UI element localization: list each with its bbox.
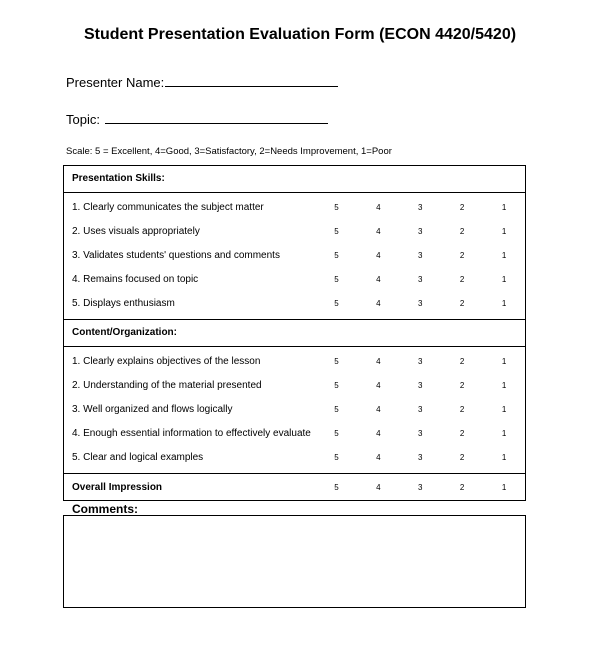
criterion-label: 1. Clearly explains objectives of the lesson xyxy=(72,355,261,367)
score-option-4[interactable]: 4 xyxy=(376,356,381,366)
score-option-5[interactable]: 5 xyxy=(334,380,339,390)
table-row xyxy=(64,219,525,243)
score-option-1[interactable]: 1 xyxy=(501,380,507,390)
score-option-2[interactable]: 2 xyxy=(459,482,465,492)
criterion-label: 2. Uses visuals appropriately xyxy=(72,225,200,237)
score-option-3[interactable]: 3 xyxy=(418,380,423,390)
presenter-name-label: Presenter Name: xyxy=(66,75,165,90)
criterion-label: 3. Well organized and flows logically xyxy=(72,403,233,415)
section-header-presentation-skills: Presentation Skills: xyxy=(64,166,525,193)
score-option-1[interactable]: 1 xyxy=(501,404,507,414)
score-option-2[interactable]: 2 xyxy=(459,380,465,390)
score-option-3[interactable]: 3 xyxy=(418,250,423,260)
table-row xyxy=(64,243,525,267)
table-row xyxy=(64,291,525,315)
score-option-4[interactable]: 4 xyxy=(376,428,381,438)
score-option-5[interactable]: 5 xyxy=(334,482,339,492)
criterion-label: 4. Enough essential information to effectively evaluate xyxy=(72,427,311,439)
score-option-5[interactable]: 5 xyxy=(334,356,339,366)
overall-impression-row xyxy=(64,474,525,500)
score-option-3[interactable]: 3 xyxy=(418,274,423,284)
table-row xyxy=(64,267,525,291)
score-option-2[interactable]: 2 xyxy=(459,226,465,236)
score-option-5[interactable]: 5 xyxy=(334,202,339,212)
score-option-4[interactable]: 4 xyxy=(376,482,381,492)
rating-scale-legend: Scale: 5 = Excellent, 4=Good, 3=Satisfactory, 2=Needs Improvement, 1=Poor xyxy=(66,146,392,157)
score-option-3[interactable]: 3 xyxy=(418,298,423,308)
table-row xyxy=(64,373,525,397)
table-row xyxy=(64,421,525,445)
comments-box[interactable] xyxy=(63,515,526,608)
score-option-5[interactable]: 5 xyxy=(334,250,339,260)
score-option-1[interactable]: 1 xyxy=(501,250,507,260)
table-row xyxy=(64,445,525,469)
criterion-label: 5. Clear and logical examples xyxy=(72,451,204,463)
score-option-4[interactable]: 4 xyxy=(376,274,381,284)
score-option-4[interactable]: 4 xyxy=(376,380,381,390)
section-header-content-organization: Content/Organization: xyxy=(64,320,525,347)
rating-table xyxy=(63,165,526,501)
score-option-4[interactable]: 4 xyxy=(376,202,381,212)
score-option-1[interactable]: 1 xyxy=(501,356,507,366)
section-content-organization xyxy=(64,347,525,474)
score-option-1[interactable]: 1 xyxy=(501,428,507,438)
score-option-1[interactable]: 1 xyxy=(501,202,507,212)
score-option-4[interactable]: 4 xyxy=(376,404,381,414)
score-option-5[interactable]: 5 xyxy=(334,226,339,236)
criterion-label: 1. Clearly communicates the subject matter xyxy=(72,201,264,213)
score-option-1[interactable]: 1 xyxy=(501,482,507,492)
criterion-label: 2. Understanding of the material presented xyxy=(72,379,262,391)
score-option-1[interactable]: 1 xyxy=(501,274,507,284)
criterion-label: 3. Validates students' questions and comments xyxy=(72,249,280,261)
score-option-2[interactable]: 2 xyxy=(459,298,465,308)
topic-field[interactable] xyxy=(66,112,328,127)
presenter-name-line[interactable] xyxy=(165,77,338,87)
comments-label: Comments: xyxy=(72,502,139,516)
topic-line[interactable] xyxy=(105,114,328,124)
score-option-3[interactable]: 3 xyxy=(418,428,423,438)
topic-label: Topic: xyxy=(66,112,100,127)
overall-impression-label: Overall Impression xyxy=(72,481,163,493)
score-option-2[interactable]: 2 xyxy=(459,202,465,212)
score-option-2[interactable]: 2 xyxy=(459,428,465,438)
score-option-1[interactable]: 1 xyxy=(501,226,507,236)
score-option-5[interactable]: 5 xyxy=(334,404,339,414)
criterion-label: 5. Displays enthusiasm xyxy=(72,297,175,309)
score-option-5[interactable]: 5 xyxy=(334,298,339,308)
score-option-2[interactable]: 2 xyxy=(459,250,465,260)
score-option-3[interactable]: 3 xyxy=(418,226,423,236)
score-option-4[interactable]: 4 xyxy=(376,452,381,462)
score-option-3[interactable]: 3 xyxy=(418,482,423,492)
score-option-4[interactable]: 4 xyxy=(376,298,381,308)
score-option-2[interactable]: 2 xyxy=(459,356,465,366)
score-option-4[interactable]: 4 xyxy=(376,250,381,260)
table-row xyxy=(64,195,525,219)
score-option-5[interactable]: 5 xyxy=(334,428,339,438)
score-option-4[interactable]: 4 xyxy=(376,226,381,236)
form-title: Student Presentation Evaluation Form (ECON 4420/5420) xyxy=(83,26,517,43)
score-option-1[interactable]: 1 xyxy=(501,452,507,462)
score-option-1[interactable]: 1 xyxy=(501,298,507,308)
score-option-3[interactable]: 3 xyxy=(418,404,423,414)
score-option-3[interactable]: 3 xyxy=(418,202,423,212)
score-option-5[interactable]: 5 xyxy=(334,274,339,284)
presenter-name-field[interactable] xyxy=(66,75,338,90)
score-option-2[interactable]: 2 xyxy=(459,404,465,414)
score-option-5[interactable]: 5 xyxy=(334,452,339,462)
score-option-2[interactable]: 2 xyxy=(459,452,465,462)
section-presentation-skills xyxy=(64,193,525,320)
score-option-3[interactable]: 3 xyxy=(418,356,423,366)
score-option-2[interactable]: 2 xyxy=(459,274,465,284)
criterion-label: 4. Remains focused on topic xyxy=(72,273,199,285)
table-row xyxy=(64,397,525,421)
table-row xyxy=(64,349,525,373)
score-option-3[interactable]: 3 xyxy=(418,452,423,462)
